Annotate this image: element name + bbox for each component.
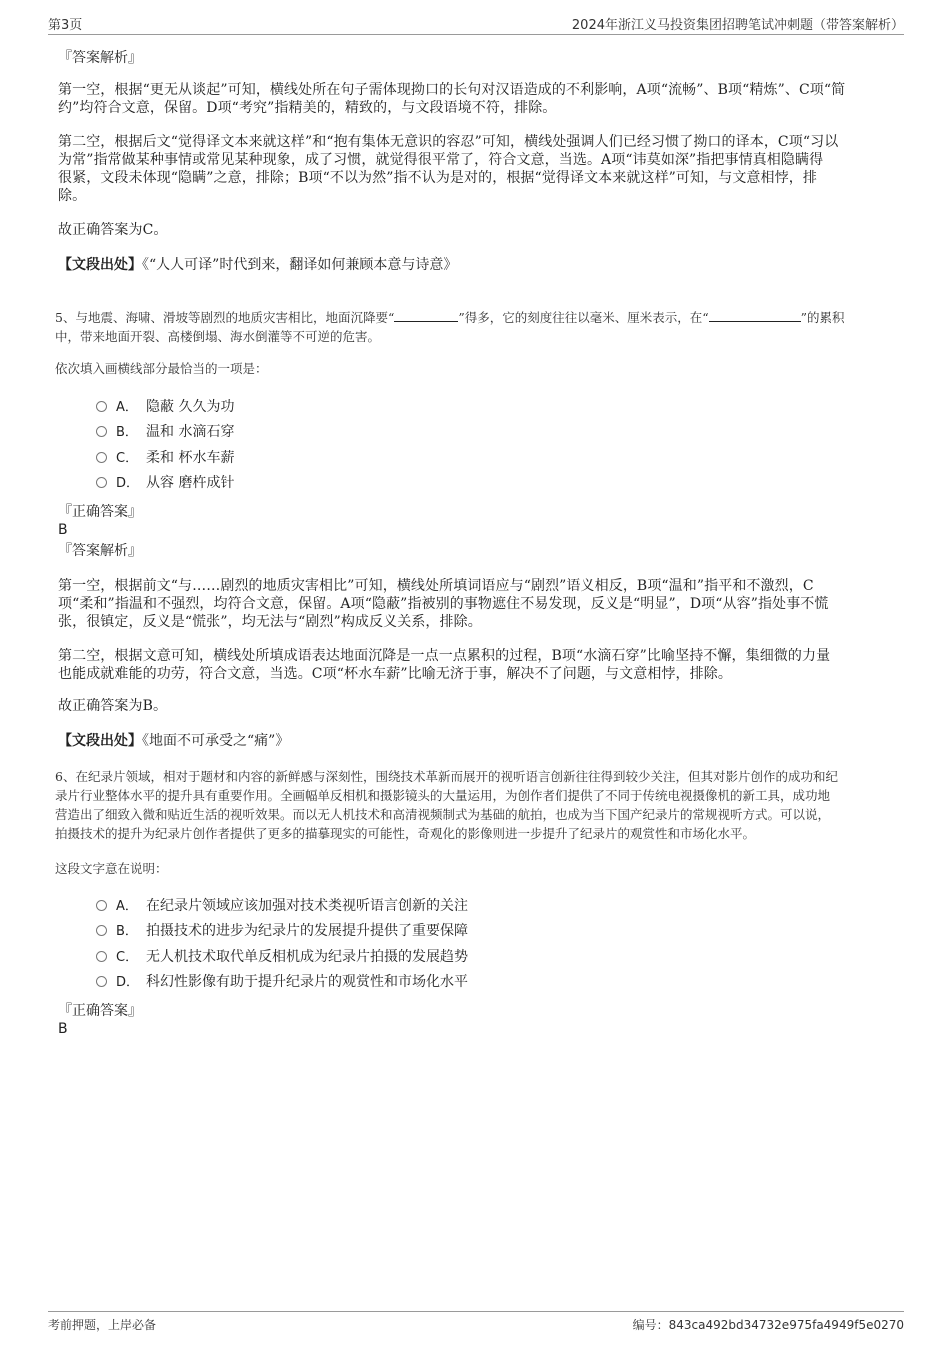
document-title: 2024年浙江义马投资集团招聘笔试冲刺题（带答案解析） [571, 18, 904, 33]
question-6-option-b[interactable]: B． 拍摄技术的进步为纪录片的发展提升提供了重要保障 [96, 922, 468, 941]
analysis-label: 『答案解析』 [58, 50, 142, 66]
analysis-label: 『答案解析』 [58, 543, 142, 559]
radio-icon[interactable] [96, 401, 107, 412]
radio-icon[interactable] [96, 426, 107, 437]
analysis-paragraph-1: 第一空，根据前文“与……剧烈的地质灾害相比”可知，横线处所填词语应与“剧烈”语义相反，B项“温和”指平和不激烈，C 项“柔和”指温和不强烈，均符合文意，保留。A项“隐蔽”指被别的事物遮住不易发现，反义是“明显”，D项“从容”指处事不慌 张，很镇定，反义是“慌张”，均无法与“剧烈”构成反义关系，排除。 [58, 578, 829, 630]
source-line: 【文段出处】《“人人可译”时代到来，翻译如何兼顾本意与诗意》 [58, 257, 458, 273]
radio-icon[interactable] [96, 477, 107, 488]
radio-icon[interactable] [96, 951, 107, 962]
radio-icon[interactable] [96, 900, 107, 911]
question-6-option-d[interactable]: D． 科幻性影像有助于提升纪录片的观赏性和市场化水平 [96, 973, 468, 992]
answer-blank-2 [709, 309, 801, 322]
analysis-paragraph-2: 第二空，根据文意可知，横线处所填成语表达地面沉降是一点一点累积的过程，B项“水滴石穿”比喻坚持不懈，集细微的力量 也能成就难能的功劳，符合文意，当选。C项“杯水车薪”比喻无济于事，解决不了问题，与文意相悖，排除。 [58, 648, 831, 682]
analysis-paragraph-2: 第二空，根据后文“觉得译文本来就这样”和“抱有集体无意识的容忍”可知，横线处强调人们已经习惯了拗口的译本，C项“习以 为常”指常做某种事情或常见某种现象，成了习惯，就觉得很平常了，符合文意，当选。A项“讳莫如深”指把事情真相隐瞒得 很紧，文段未体现“隐瞒”之意，排除；B项“不以为然”指不认为是对的，根据“觉得译文本来就这样”可知，与文意相悖，排 除。 [58, 134, 839, 204]
analysis-paragraph-1: 第一空，根据“更无从谈起”可知，横线处所在句子需体现拗口的长句对汉语造成的不利影响，A项“流畅”、B项“精炼”、C项“简 约”均符合文意，保留。D项“考究”指精美的，精致的，与文段语境不符，排除。 [58, 82, 846, 116]
question-6-option-c[interactable]: C． 无人机技术取代单反相机成为纪录片拍摄的发展趋势 [96, 948, 468, 967]
correct-answer-label: 『正确答案』 [58, 1003, 142, 1019]
question-5-stem: 5、与地震、海啸、滑坡等剧烈的地质灾害相比，地面沉降要“ ”得多，它的刻度往往以毫米、厘米表示，在“ ”的累积 中，带来地面开裂、高楼倒塌、海水倒灌等不可逆的危害。 [55, 310, 845, 344]
question-5-option-d[interactable]: D． 从容 磨杵成针 [96, 474, 234, 493]
radio-icon[interactable] [96, 452, 107, 463]
question-5-option-b[interactable]: B． 温和 水滴石穿 [96, 423, 234, 442]
page-number: 第3页 [48, 18, 83, 33]
footer-slogan: 考前押题，上岸必备 [48, 1318, 157, 1332]
page-header [48, 14, 904, 35]
document-id: 编号：843ca492bd34732e975fa4949f5e0270 [632, 1318, 904, 1332]
question-6-stem: 6、在纪录片领域，相对于题材和内容的新鲜感与深刻性，围绕技术革新而展开的视听语言创新往往得到较少关注，但其对影片创作的成功和纪 录片行业整体水平的提升具有重要作用。全画幅单反相机和摄影镜头的大量运用，为创作者们提供了不同于传统电视摄像机的新工具，成功地 营造出了细致入微和贴近生活的视听效果。而以无人机技术和高清视频制式为基础的航拍，也成为当下国产纪录片的常规视听方式。可以说， 拍摄技术的提升为纪录片创作者提供了更多的描摹现实的可能性，奇观化的影像则进一步提升了纪录片的观赏性和市场化水平。 [55, 769, 838, 841]
question-6-prompt: 这段文字意在说明： [55, 861, 168, 876]
correct-answer: B [58, 522, 68, 538]
radio-icon[interactable] [96, 925, 107, 936]
conclusion: 故正确答案为B。 [58, 698, 168, 714]
question-5-option-a[interactable]: A． 隐蔽 久久为功 [96, 398, 234, 417]
question-6-option-a[interactable]: A． 在纪录片领域应该加强对技术类视听语言创新的关注 [96, 897, 468, 916]
conclusion: 故正确答案为C。 [58, 222, 168, 238]
radio-icon[interactable] [96, 976, 107, 987]
question-5-prompt: 依次填入画横线部分最恰当的一项是： [55, 361, 268, 376]
correct-answer-label: 『正确答案』 [58, 504, 142, 520]
page-footer [48, 1311, 904, 1332]
answer-blank-1 [394, 309, 458, 322]
source-line: 【文段出处】《地面不可承受之“痛”》 [58, 733, 290, 749]
question-5-option-c[interactable]: C． 柔和 杯水车薪 [96, 449, 234, 468]
correct-answer: B [58, 1021, 68, 1037]
